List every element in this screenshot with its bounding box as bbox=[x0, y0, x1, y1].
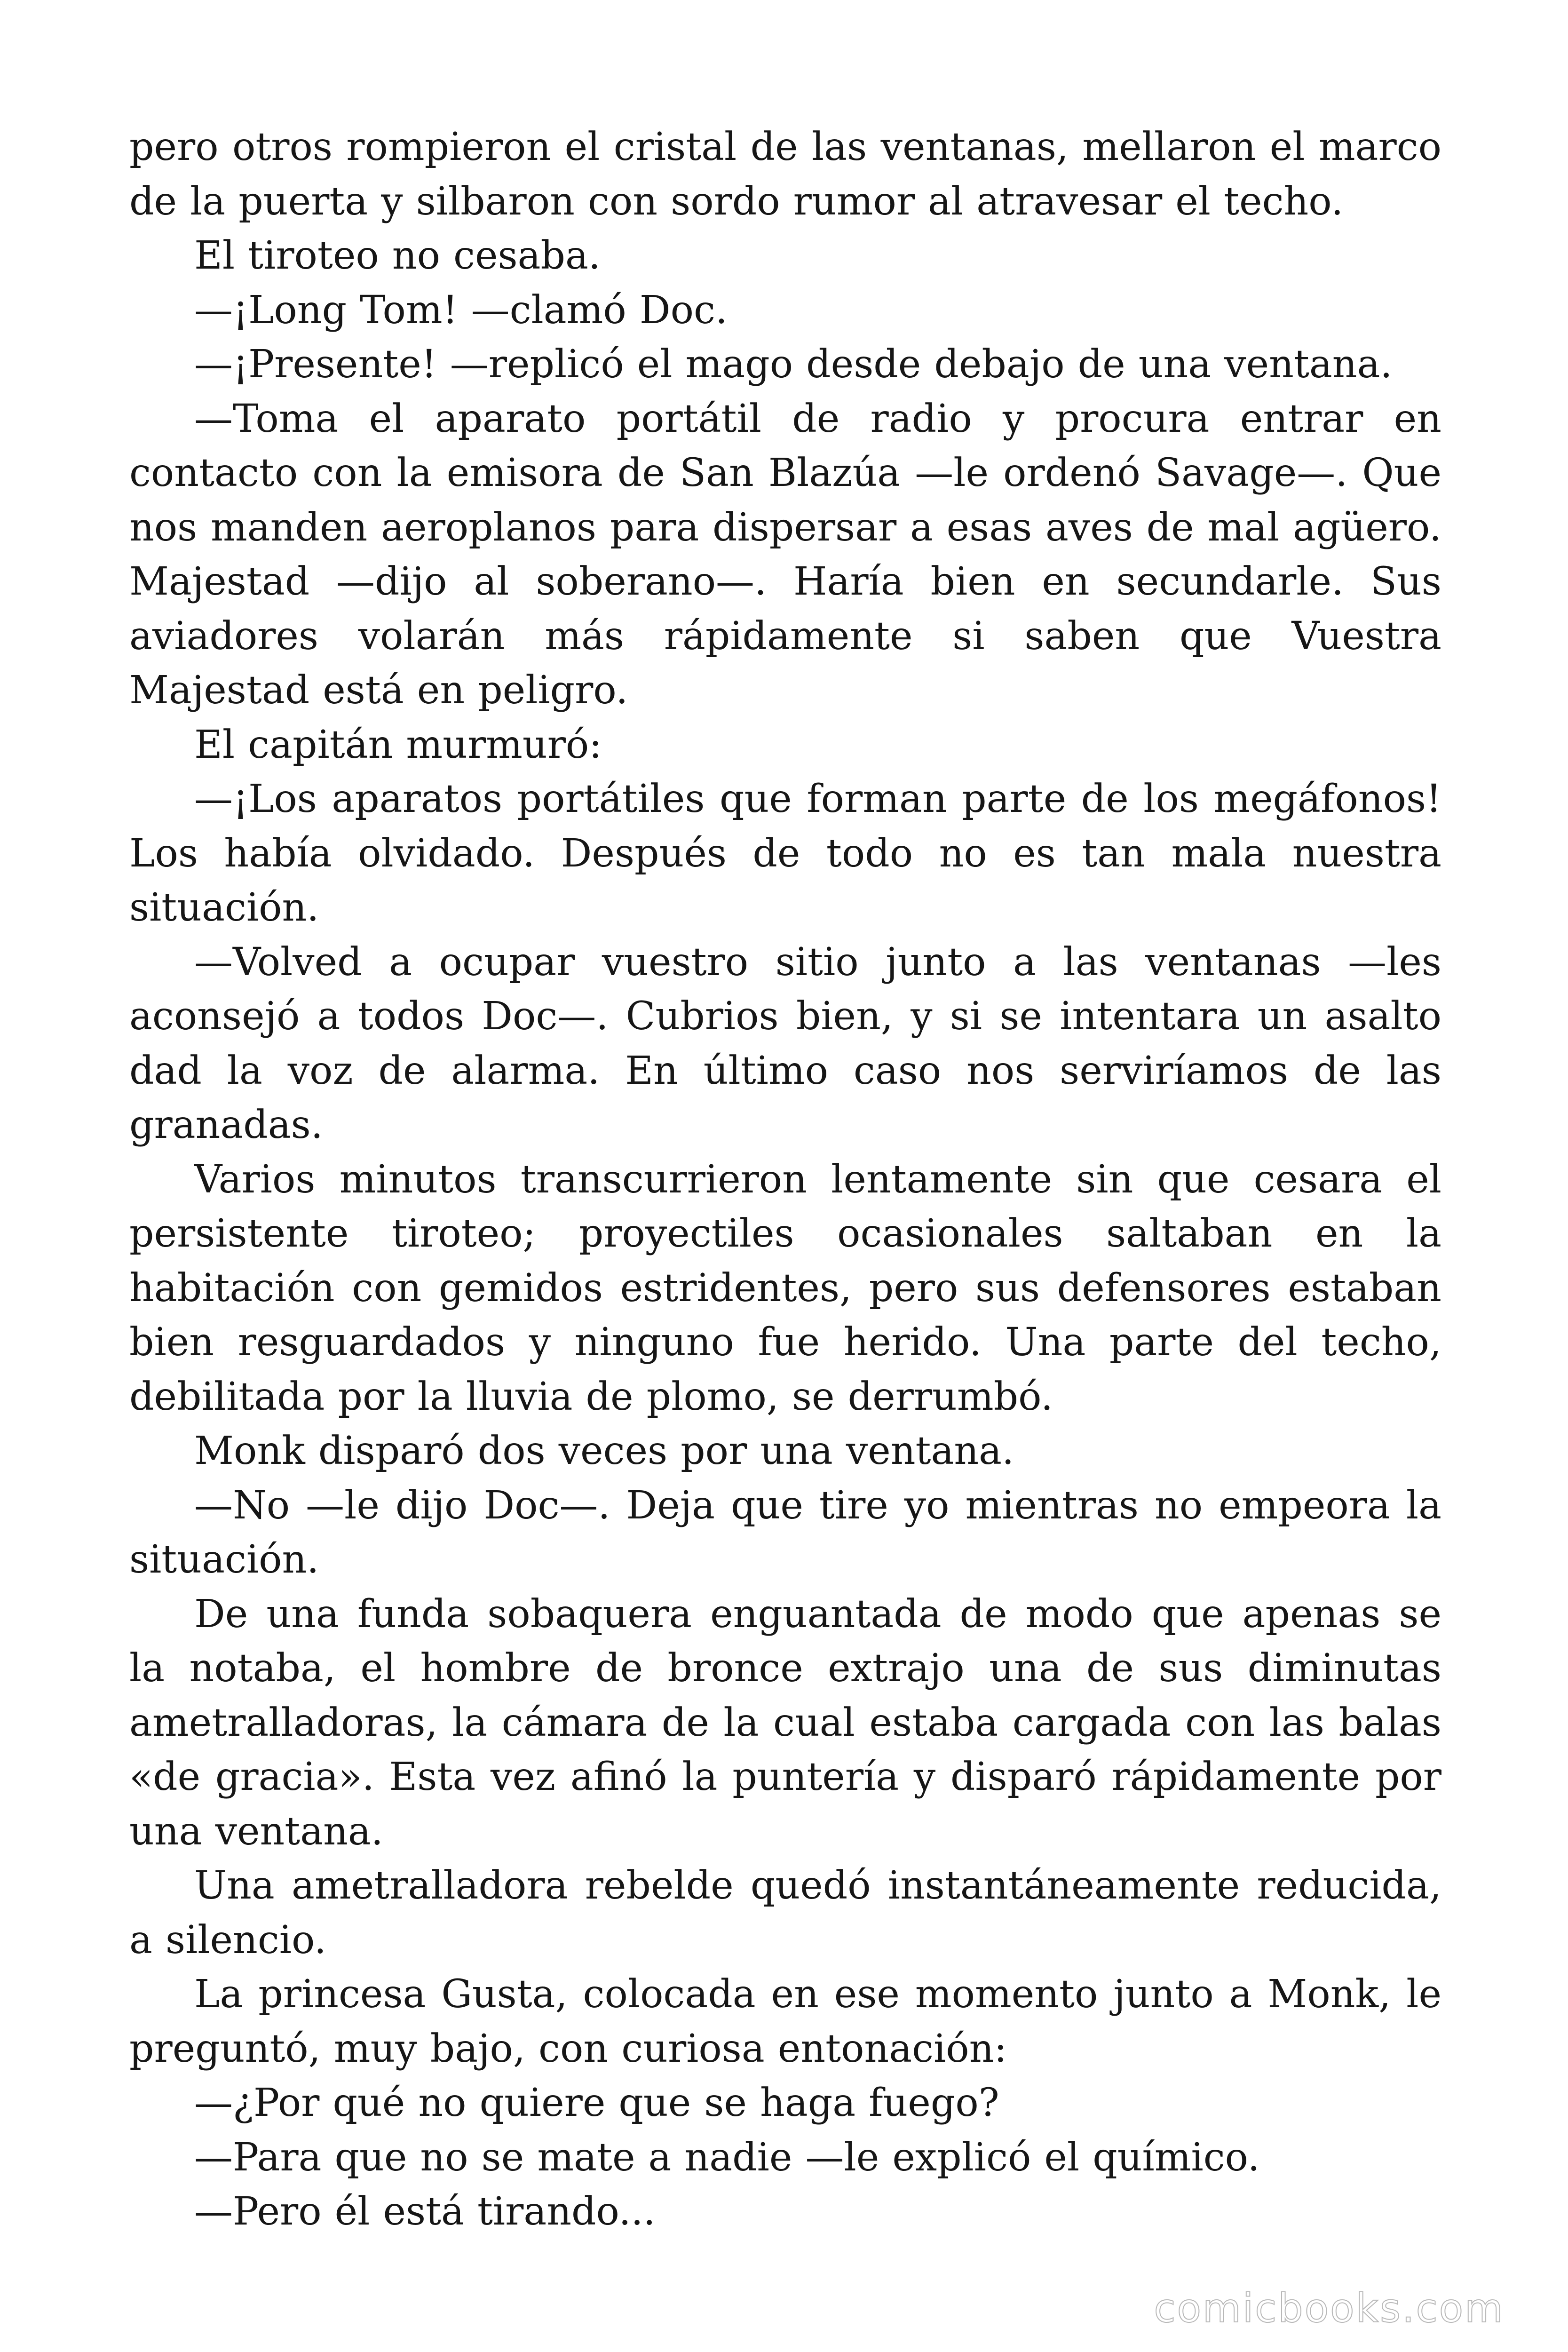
paragraph-15: —¿Por qué no quiere que se haga fuego? bbox=[194, 2081, 999, 2125]
paragraph-2: El tiroteo no cesaba. bbox=[194, 233, 601, 278]
paragraph-17: —Pero él está tirando... bbox=[194, 2189, 656, 2234]
paragraph-13: Una ametralladora rebelde quedó instantáneamente reducida, a silencio. bbox=[129, 1863, 1441, 1963]
paragraph-16: —Para que no se mate a nadie —le explicó el químico. bbox=[194, 2135, 1260, 2180]
paragraph-6: El capitán murmuró: bbox=[194, 722, 602, 767]
paragraph-9: Varios minutos transcurrieron lentamente sin que cesara el persistente tiroteo; proyectiles ocasionales saltaban en la habitación con gemidos estridentes, pero sus defensores estaban bien resguardados y ninguno fue herido. Una parte del techo, debilitada por la lluvia de plomo, se derrumbó. bbox=[129, 1157, 1441, 1419]
paragraph-3: —¡Long Tom! —clamó Doc. bbox=[194, 287, 728, 333]
page-text bbox=[129, 120, 1441, 2239]
watermark: comicbooks.com bbox=[1154, 2285, 1505, 2331]
paragraph-5: —Toma el aparato portátil de radio y procura entrar en contacto con la emisora de San Blazúa —le ordenó Savage—. Que nos manden aeroplanos para dispersar a esas aves de mal agüero. Majestad —dijo al soberano—. Haría bien en secundarle. Sus aviadores volarán más rápidamente si saben que Vuestra Majestad está en peligro. bbox=[129, 396, 1441, 713]
paragraph-8: —Volved a ocupar vuestro sitio junto a las ventanas —les aconsejó a todos Doc—. Cubrios bien, y si se intentara un asalto dad la voz de alarma. En último caso nos serviríamos de las granadas. bbox=[129, 939, 1441, 1147]
paragraph-4: —¡Presente! —replicó el mago desde debajo de una ventana. bbox=[194, 342, 1393, 387]
paragraph-10: Monk disparó dos veces por una ventana. bbox=[194, 1429, 1014, 1473]
paragraph-1: pero otros rompieron el cristal de las ventanas, mellaron el marco de la puerta y silbaron con sordo rumor al atravesar el techo. bbox=[129, 125, 1441, 224]
paragraph-11: —No —le dijo Doc—. Deja que tire yo mientras no empeora la situación. bbox=[129, 1483, 1441, 1582]
paragraph-14: La princesa Gusta, colocada en ese momento junto a Monk, le preguntó, muy bajo, con curiosa entonación: bbox=[129, 1972, 1441, 2071]
paragraph-12: De una funda sobaquera enguantada de modo que apenas se la notaba, el hombre de bronce extrajo una de sus diminutas ametralladoras, la cámara de la cual estaba cargada con las balas «de gracia». Esta vez afinó la puntería y disparó rápidamente por una ventana. bbox=[129, 1591, 1441, 1854]
paragraph-7: —¡Los aparatos portátiles que forman parte de los megáfonos! Los había olvidado. Después de todo no es tan mala nuestra situación. bbox=[129, 777, 1441, 930]
